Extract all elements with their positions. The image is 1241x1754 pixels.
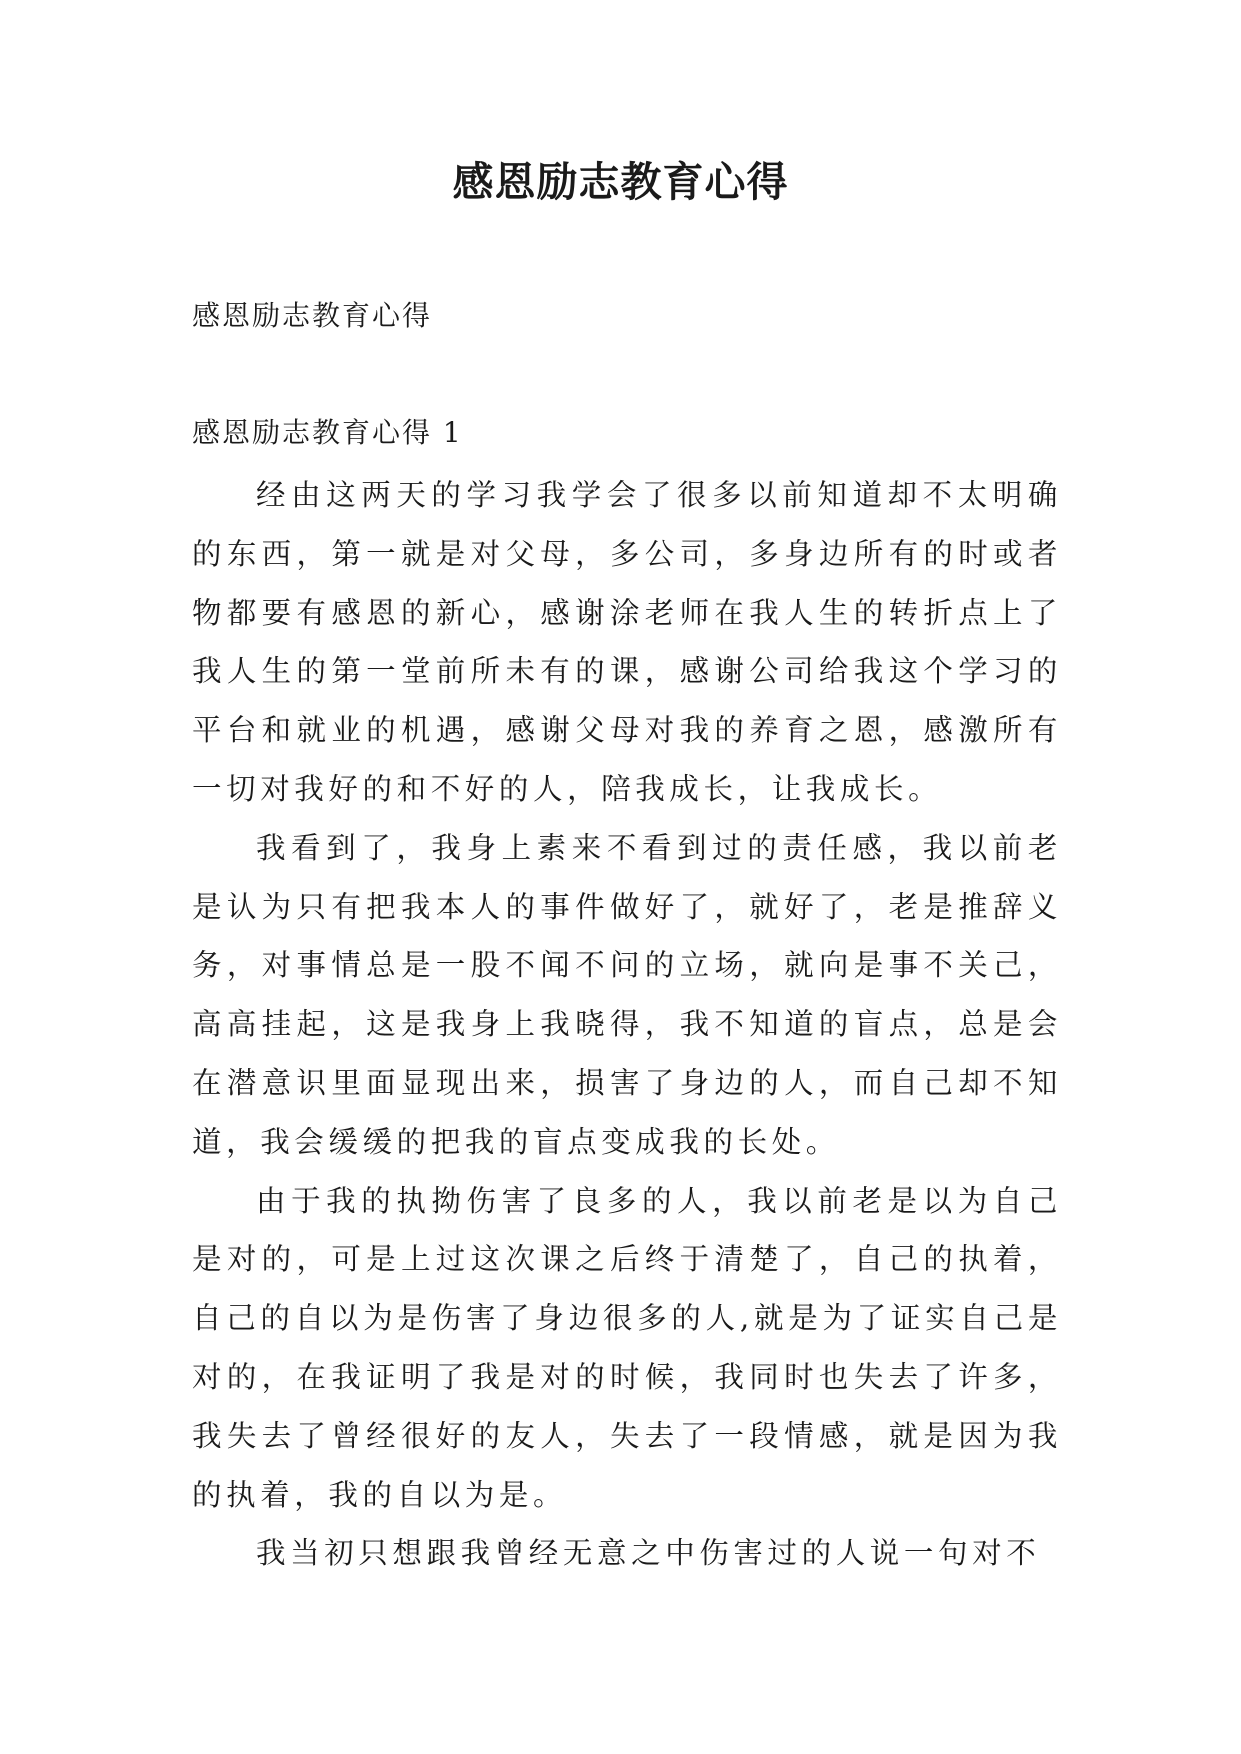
body-text: [192, 466, 1062, 1583]
paragraph-3: 由于我的执拗伤害了良多的人，我以前老是以为自己是对的，可是上过这次课之后终于清楚了，自己的执着，自己的自以为是伤害了身边很多的人,就是为了证实自己是对的，在我证明了我是对的时候，我同时也失去了许多，我失去了曾经很好的友人，失去了一段情感，就是因为我的执着，我的自以为是。: [192, 1183, 1062, 1512]
paragraph-2: 我看到了，我身上素来不看到过的责任感，我以前老是认为只有把我本人的事件做好了，就好了，老是推辞义务，对事情总是一股不闻不问的立场，就向是事不关己，高高挂起，这是我身上我晓得，我不知道的盲点，总是会在潜意识里面显现出来，损害了身边的人，而自己却不知道，我会缓缓的把我的盲点变成我的长处。: [192, 830, 1062, 1159]
document-title: 感恩励志教育心得: [452, 158, 789, 206]
document-subtitle: 感恩励志教育心得: [192, 299, 433, 332]
paragraph-1: 经由这两天的学习我学会了很多以前知道却不太明确的东西，第一就是对父母，多公司，多身边所有的时或者物都要有感恩的新心，感谢涂老师在我人生的转折点上了我人生的第一堂前所未有的课，感谢公司给我这个学习的平台和就业的机遇，感谢父母对我的养育之恩，感激所有一切对我好的和不好的人，陪我成长，让我成长。: [192, 478, 1062, 806]
section-heading: 感恩励志教育心得 1: [192, 416, 463, 449]
paragraph-4: 我当初只想跟我曾经无意之中伤害过的人说一句对不: [256, 1536, 1041, 1571]
